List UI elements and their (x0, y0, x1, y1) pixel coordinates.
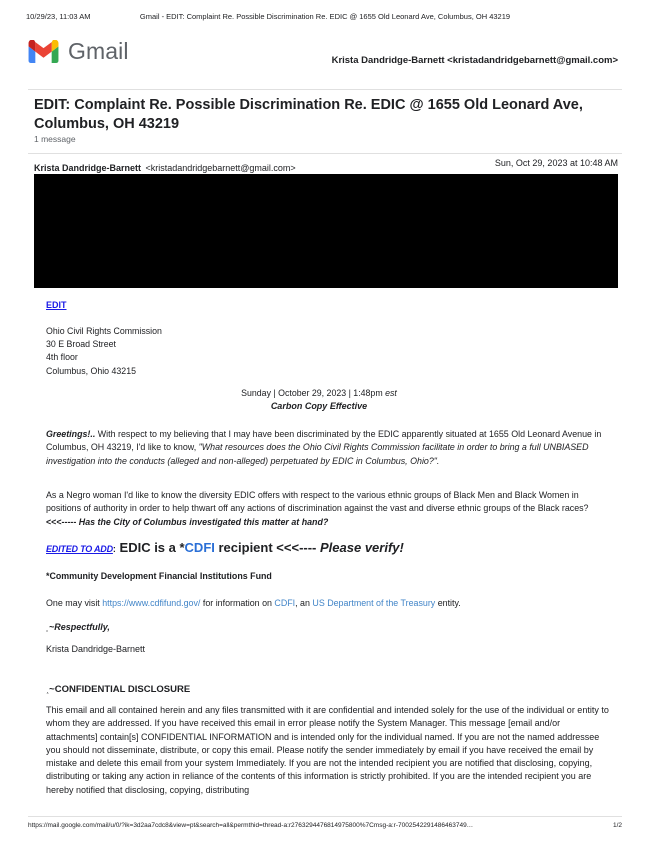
sender-email: <kristadandridgebarnett@gmail.com> (145, 163, 296, 173)
visit-suffix: entity. (435, 598, 461, 608)
thread-subject: EDIT: Complaint Re. Possible Discrimination Re. EDIC @ 1655 Old Leonard Ave, Columbus, OH 43219 (34, 97, 583, 132)
recipient-address (46, 325, 162, 378)
paragraph-1-text: With respect to my believing that I may have been discriminated by the EDIC apparently situated at 1655 Old Leonard Avenue in Columbus, OH 43219, I'd like to know, (46, 429, 602, 453)
please-verify-text: Please verify! (320, 540, 404, 555)
sender-name: Krista Dandridge-Barnett (34, 163, 142, 173)
cdfi-visit-line (46, 597, 608, 610)
signature-name: Krista Dandridge-Barnett (46, 644, 146, 654)
print-header (0, 11, 650, 23)
visit-prefix: One may visit (46, 598, 103, 608)
print-header-date: 10/29/23, 11:03 AM (26, 12, 91, 21)
us-treasury-link[interactable]: US Department of the Treasury (312, 598, 436, 608)
divider-top (28, 89, 622, 90)
gmail-logo-band (0, 40, 650, 80)
cdfi-link[interactable]: CDFI (274, 598, 296, 608)
address-line-3: 4th floor (46, 352, 78, 363)
gmail-m-icon (28, 40, 59, 63)
redacted-image-block (34, 174, 618, 288)
visit-comma: , an (295, 598, 313, 608)
address-line-2: 30 E Broad Street (46, 339, 116, 350)
edited-to-add-line (46, 539, 608, 558)
edited-to-add-label: EDITED TO ADD (46, 544, 113, 554)
footer-page-number: 1/2 (612, 822, 622, 829)
edit-link[interactable]: EDIT (46, 300, 67, 310)
visit-middle: for information on (200, 598, 275, 608)
body-paragraph-2 (46, 489, 608, 529)
datestamp-text: Sunday | October 29, 2023 | 1:48pm (241, 388, 386, 398)
carbon-copy-effective: Carbon Copy Effective (270, 401, 368, 411)
paragraph-2-emphasis: Has the City of Columbus investigated this matter at hand? (76, 516, 329, 527)
gmail-wordmark: Gmail (68, 38, 129, 64)
address-line-4: Columbus, Ohio 43215 (46, 365, 136, 376)
edited-to-add-colon: : (112, 544, 116, 554)
edited-to-add-text-b: recipient <<<---- (214, 540, 321, 555)
divider-subject (28, 153, 622, 154)
thread-message-count: 1 message (34, 134, 76, 144)
cdfi-expansion: *Community Development Financial Institutions Fund (46, 571, 272, 581)
paragraph-2-text: As a Negro woman I'd like to know the diversity EDIC offers with respect to the various ethnic groups of Black Men and Black Women in positions of authority in order to help thwart off any actions of discrimination against the vast and diverse ethnic groups of the Black races? (46, 490, 589, 514)
letter-datestamp (34, 387, 604, 413)
account-identity: Krista Dandridge-Barnett <kristadandridgebarnett@gmail.com> (331, 55, 618, 66)
greeting-text: Greetings!.. (46, 429, 96, 439)
divider-footer (28, 816, 622, 817)
paragraph-2-arrow: <<<----- (46, 516, 77, 527)
edited-to-add-text: EDIC is a * (115, 540, 185, 555)
paragraph-1-quote: "What resources does the Ohio Civil Rights Commission facilitate in order to bring a full UNBIASED investigation into the conducts (alleged and non-alleged) perpetuated by EDIC in Columbus, Ohio?". (46, 442, 589, 466)
print-header-title: Gmail - EDIT: Complaint Re. Possible Discrimination Re. EDIC @ 1655 Old Leonard Ave, Columbus, OH 43219 (139, 12, 511, 21)
body-paragraph-1 (46, 428, 608, 468)
respectfully-closing: ˰~Respectfully, (46, 622, 110, 632)
cdfifund-url-link[interactable]: https://www.cdfifund.gov/ (102, 598, 201, 608)
cdfi-highlight: CDFI (184, 540, 215, 555)
confidential-disclosure-body: This email and all contained herein and any files transmitted with it are confidential and intended solely for the use of the individual or entity to whom they are addressed. If you have received this email in error please notify the System Manager. This message [email and/or attachments] contain[s] CONFIDENTIAL INFORMATION and is intended only for the individual named. If you are not the named addressee you should not disseminate, distribute, or copy this email. Please notify the sender immediately by email if you have received the email by mistake and delete this email from your system Immediately. If you are not the intended recipient you are notified that disclosing, copying, distributing or taking any action in reliance of the contents of this information is strictly prohibited. If you are the intended recipient you are hereby notified that disclosing, copying, distributing (46, 705, 609, 795)
message-header-row (34, 158, 618, 171)
datestamp-timezone: est (385, 388, 397, 398)
print-footer (0, 820, 650, 832)
address-line-1: Ohio Civil Rights Commission (46, 326, 162, 336)
gmail-logo (28, 40, 129, 63)
confidential-disclosure-heading: ˰~CONFIDENTIAL DISCLOSURE (46, 684, 191, 695)
footer-url: https://mail.google.com/mail/u/0/?ik=3d2aa7cdc8&view=pt&search=all&permthid=thread-a:r2763294476814975800%7Cmsg-a:r-7002542291486463749… (28, 822, 474, 829)
message-date: Sun, Oct 29, 2023 at 10:48 AM (494, 158, 618, 168)
